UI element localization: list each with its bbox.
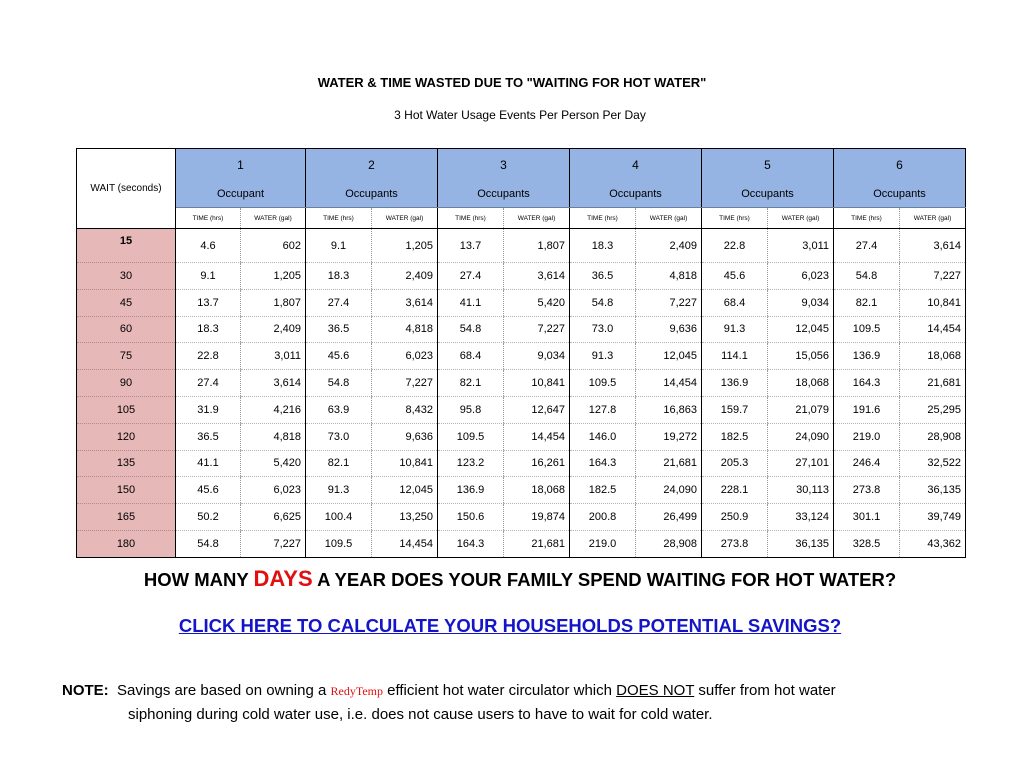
table-row <box>77 370 966 397</box>
time-hrs-cell: 159.7 <box>702 396 768 423</box>
time-hrs-cell: 123.2 <box>438 450 504 477</box>
time-hrs-cell: 82.1 <box>834 289 900 316</box>
time-hrs-cell: 54.8 <box>834 263 900 290</box>
time-hrs-cell: 63.9 <box>306 396 372 423</box>
water-gal-cell: 16,863 <box>636 396 702 423</box>
time-hrs-cell: 45.6 <box>306 343 372 370</box>
page-title: WATER & TIME WASTED DUE TO "WAITING FOR HOT WATER" <box>317 75 707 90</box>
water-gal-cell: 24,090 <box>768 423 834 450</box>
water-gal-cell: 14,454 <box>636 370 702 397</box>
question-emphasis: DAYS <box>253 566 313 591</box>
water-gal-cell: 14,454 <box>372 530 438 557</box>
days-question <box>0 566 1024 592</box>
water-gal-subheader: WATER (gal) <box>504 208 570 229</box>
water-gal-cell: 5,420 <box>241 450 306 477</box>
time-hrs-cell: 150.6 <box>438 504 504 531</box>
water-gal-cell: 7,227 <box>636 289 702 316</box>
water-gal-cell: 9,034 <box>504 343 570 370</box>
question-lead: HOW MANY <box>143 569 254 590</box>
water-gal-cell: 9,034 <box>768 289 834 316</box>
water-gal-cell: 10,841 <box>372 450 438 477</box>
time-hrs-cell: 136.9 <box>702 370 768 397</box>
wait-seconds-cell: 180 <box>77 530 176 557</box>
time-hrs-cell: 200.8 <box>570 504 636 531</box>
water-gal-cell: 6,023 <box>768 263 834 290</box>
waste-table <box>76 148 966 558</box>
time-hrs-cell: 182.5 <box>570 477 636 504</box>
water-gal-cell: 2,409 <box>372 263 438 290</box>
table-row <box>77 229 966 263</box>
time-hrs-cell: 4.6 <box>176 229 241 263</box>
water-gal-cell: 12,045 <box>636 343 702 370</box>
wait-seconds-header: WAIT (seconds) <box>77 149 176 229</box>
water-gal-cell: 21,681 <box>900 370 966 397</box>
water-gal-cell: 1,807 <box>504 229 570 263</box>
time-hrs-cell: 27.4 <box>306 289 372 316</box>
water-gal-subheader: WATER (gal) <box>636 208 702 229</box>
note-paragraph <box>62 679 1002 727</box>
time-hrs-cell: 228.1 <box>702 477 768 504</box>
time-hrs-cell: 146.0 <box>570 423 636 450</box>
table-row <box>77 504 966 531</box>
water-gal-cell: 4,818 <box>241 423 306 450</box>
time-hrs-cell: 68.4 <box>438 343 504 370</box>
water-gal-cell: 1,807 <box>241 289 306 316</box>
time-hrs-cell: 18.3 <box>570 229 636 263</box>
water-gal-cell: 3,614 <box>504 263 570 290</box>
time-hrs-cell: 328.5 <box>834 530 900 557</box>
table-row <box>77 530 966 557</box>
water-gal-cell: 4,818 <box>636 263 702 290</box>
time-hrs-cell: 54.8 <box>570 289 636 316</box>
wait-seconds-cell: 45 <box>77 289 176 316</box>
time-hrs-subheader: TIME (hrs) <box>306 208 372 229</box>
time-hrs-cell: 91.3 <box>306 477 372 504</box>
water-gal-cell: 13,250 <box>372 504 438 531</box>
water-gal-cell: 7,227 <box>900 263 966 290</box>
occupant-label-header: Occupants <box>702 180 834 208</box>
time-hrs-cell: 164.3 <box>438 530 504 557</box>
water-gal-cell: 3,011 <box>241 343 306 370</box>
time-hrs-cell: 54.8 <box>438 316 504 343</box>
time-hrs-cell: 219.0 <box>834 423 900 450</box>
water-gal-cell: 4,216 <box>241 396 306 423</box>
water-gal-cell: 36,135 <box>900 477 966 504</box>
water-gal-cell: 43,362 <box>900 530 966 557</box>
wait-seconds-cell: 90 <box>77 370 176 397</box>
time-hrs-cell: 27.4 <box>438 263 504 290</box>
water-gal-cell: 6,023 <box>241 477 306 504</box>
page-subtitle: 3 Hot Water Usage Events Per Person Per Day <box>394 108 646 122</box>
time-hrs-cell: 205.3 <box>702 450 768 477</box>
time-hrs-cell: 22.8 <box>176 343 241 370</box>
water-gal-cell: 24,090 <box>636 477 702 504</box>
time-hrs-cell: 18.3 <box>176 316 241 343</box>
water-gal-subheader: WATER (gal) <box>900 208 966 229</box>
wait-seconds-cell: 135 <box>77 450 176 477</box>
occupant-label-header: Occupants <box>438 180 570 208</box>
time-hrs-cell: 114.1 <box>702 343 768 370</box>
water-gal-cell: 7,227 <box>241 530 306 557</box>
water-gal-cell: 36,135 <box>768 530 834 557</box>
time-hrs-subheader: TIME (hrs) <box>438 208 504 229</box>
time-hrs-cell: 31.9 <box>176 396 241 423</box>
water-gal-subheader: WATER (gal) <box>768 208 834 229</box>
time-hrs-cell: 91.3 <box>570 343 636 370</box>
occupant-count-header: 6 <box>834 149 966 181</box>
time-hrs-cell: 109.5 <box>834 316 900 343</box>
water-gal-cell: 602 <box>241 229 306 263</box>
water-gal-cell: 19,272 <box>636 423 702 450</box>
water-gal-cell: 2,409 <box>241 316 306 343</box>
water-gal-cell: 15,056 <box>768 343 834 370</box>
wait-seconds-cell: 15 <box>77 229 176 263</box>
time-hrs-cell: 9.1 <box>306 229 372 263</box>
note-line-2: siphoning during cold water use, i.e. does not cause users to have to wait for cold water. <box>128 706 713 723</box>
water-gal-cell: 6,625 <box>241 504 306 531</box>
time-hrs-cell: 54.8 <box>306 370 372 397</box>
wait-seconds-cell: 75 <box>77 343 176 370</box>
water-gal-cell: 3,614 <box>372 289 438 316</box>
time-hrs-cell: 45.6 <box>702 263 768 290</box>
water-gal-cell: 12,647 <box>504 396 570 423</box>
water-gal-cell: 28,908 <box>636 530 702 557</box>
time-hrs-cell: 9.1 <box>176 263 241 290</box>
time-hrs-cell: 73.0 <box>570 316 636 343</box>
water-gal-subheader: WATER (gal) <box>241 208 306 229</box>
water-gal-cell: 12,045 <box>768 316 834 343</box>
time-hrs-cell: 41.1 <box>438 289 504 316</box>
water-gal-cell: 3,011 <box>768 229 834 263</box>
water-gal-cell: 18,068 <box>768 370 834 397</box>
time-hrs-cell: 27.4 <box>176 370 241 397</box>
occupant-label-header: Occupants <box>306 180 438 208</box>
water-gal-cell: 3,614 <box>900 229 966 263</box>
water-gal-cell: 9,636 <box>372 423 438 450</box>
occupant-label-header: Occupants <box>570 180 702 208</box>
time-hrs-cell: 82.1 <box>306 450 372 477</box>
note-text-1: Savings are based on owning a <box>117 682 331 699</box>
note-text-3: suffer from hot water <box>694 682 836 699</box>
wait-seconds-cell: 30 <box>77 263 176 290</box>
time-hrs-cell: 95.8 <box>438 396 504 423</box>
water-gal-cell: 10,841 <box>900 289 966 316</box>
water-gal-cell: 21,681 <box>504 530 570 557</box>
table-row <box>77 343 966 370</box>
time-hrs-subheader: TIME (hrs) <box>570 208 636 229</box>
water-gal-cell: 1,205 <box>241 263 306 290</box>
water-gal-cell: 19,874 <box>504 504 570 531</box>
time-hrs-cell: 136.9 <box>834 343 900 370</box>
wait-seconds-cell: 60 <box>77 316 176 343</box>
time-hrs-subheader: TIME (hrs) <box>834 208 900 229</box>
time-hrs-cell: 191.6 <box>834 396 900 423</box>
occupant-count-header: 3 <box>438 149 570 181</box>
water-gal-cell: 16,261 <box>504 450 570 477</box>
time-hrs-cell: 182.5 <box>702 423 768 450</box>
water-gal-cell: 14,454 <box>504 423 570 450</box>
table-row <box>77 450 966 477</box>
water-gal-cell: 18,068 <box>504 477 570 504</box>
water-gal-cell: 21,079 <box>768 396 834 423</box>
time-hrs-subheader: TIME (hrs) <box>176 208 241 229</box>
time-hrs-cell: 18.3 <box>306 263 372 290</box>
time-hrs-cell: 273.8 <box>834 477 900 504</box>
water-gal-cell: 30,113 <box>768 477 834 504</box>
time-hrs-cell: 109.5 <box>306 530 372 557</box>
water-gal-cell: 39,749 <box>900 504 966 531</box>
occupant-label-header: Occupant <box>176 180 306 208</box>
water-gal-cell: 27,101 <box>768 450 834 477</box>
water-gal-cell: 28,908 <box>900 423 966 450</box>
time-hrs-cell: 100.4 <box>306 504 372 531</box>
water-gal-cell: 2,409 <box>636 229 702 263</box>
wait-seconds-cell: 105 <box>77 396 176 423</box>
time-hrs-cell: 219.0 <box>570 530 636 557</box>
time-hrs-cell: 36.5 <box>306 316 372 343</box>
water-gal-cell: 18,068 <box>900 343 966 370</box>
table-row <box>77 316 966 343</box>
does-not-emphasis: DOES NOT <box>616 682 695 699</box>
table-row <box>77 263 966 290</box>
water-gal-cell: 26,499 <box>636 504 702 531</box>
question-tail: A YEAR DOES YOUR FAMILY SPEND WAITING FOR HOT WATER? <box>312 569 897 590</box>
wait-seconds-cell: 165 <box>77 504 176 531</box>
time-hrs-subheader: TIME (hrs) <box>702 208 768 229</box>
water-gal-subheader: WATER (gal) <box>372 208 438 229</box>
water-gal-cell: 25,295 <box>900 396 966 423</box>
time-hrs-cell: 273.8 <box>702 530 768 557</box>
table-row <box>77 289 966 316</box>
time-hrs-cell: 36.5 <box>570 263 636 290</box>
time-hrs-cell: 54.8 <box>176 530 241 557</box>
note-label: NOTE: <box>62 682 109 699</box>
water-gal-cell: 3,614 <box>241 370 306 397</box>
time-hrs-cell: 164.3 <box>570 450 636 477</box>
occupant-count-header: 1 <box>176 149 306 181</box>
time-hrs-cell: 13.7 <box>438 229 504 263</box>
occupant-count-header: 4 <box>570 149 702 181</box>
water-gal-cell: 6,023 <box>372 343 438 370</box>
time-hrs-cell: 45.6 <box>176 477 241 504</box>
water-gal-cell: 14,454 <box>900 316 966 343</box>
time-hrs-cell: 36.5 <box>176 423 241 450</box>
time-hrs-cell: 91.3 <box>702 316 768 343</box>
time-hrs-cell: 164.3 <box>834 370 900 397</box>
occupant-count-header: 2 <box>306 149 438 181</box>
note-text-2: efficient hot water circulator which <box>382 682 617 699</box>
time-hrs-cell: 50.2 <box>176 504 241 531</box>
water-gal-cell: 32,522 <box>900 450 966 477</box>
water-gal-cell: 1,205 <box>372 229 438 263</box>
table-row <box>77 423 966 450</box>
wait-seconds-cell: 150 <box>77 477 176 504</box>
time-hrs-cell: 246.4 <box>834 450 900 477</box>
table-row <box>77 477 966 504</box>
water-gal-cell: 7,227 <box>504 316 570 343</box>
time-hrs-cell: 127.8 <box>570 396 636 423</box>
water-gal-cell: 12,045 <box>372 477 438 504</box>
time-hrs-cell: 109.5 <box>570 370 636 397</box>
time-hrs-cell: 13.7 <box>176 289 241 316</box>
time-hrs-cell: 41.1 <box>176 450 241 477</box>
redytemp-brand: RedyTemp <box>330 684 383 698</box>
water-gal-cell: 7,227 <box>372 370 438 397</box>
wait-seconds-cell: 120 <box>77 423 176 450</box>
occupant-label-header: Occupants <box>834 180 966 208</box>
water-gal-cell: 8,432 <box>372 396 438 423</box>
time-hrs-cell: 109.5 <box>438 423 504 450</box>
water-gal-cell: 33,124 <box>768 504 834 531</box>
time-hrs-cell: 82.1 <box>438 370 504 397</box>
time-hrs-cell: 250.9 <box>702 504 768 531</box>
calculate-savings-link[interactable]: CLICK HERE TO CALCULATE YOUR HOUSEHOLDS POTENTIAL SAVINGS? <box>178 615 842 636</box>
water-gal-cell: 5,420 <box>504 289 570 316</box>
table-row <box>77 396 966 423</box>
time-hrs-cell: 301.1 <box>834 504 900 531</box>
water-gal-cell: 10,841 <box>504 370 570 397</box>
occupant-count-header: 5 <box>702 149 834 181</box>
time-hrs-cell: 68.4 <box>702 289 768 316</box>
time-hrs-cell: 27.4 <box>834 229 900 263</box>
time-hrs-cell: 136.9 <box>438 477 504 504</box>
time-hrs-cell: 22.8 <box>702 229 768 263</box>
water-gal-cell: 4,818 <box>372 316 438 343</box>
water-gal-cell: 21,681 <box>636 450 702 477</box>
time-hrs-cell: 73.0 <box>306 423 372 450</box>
water-gal-cell: 9,636 <box>636 316 702 343</box>
